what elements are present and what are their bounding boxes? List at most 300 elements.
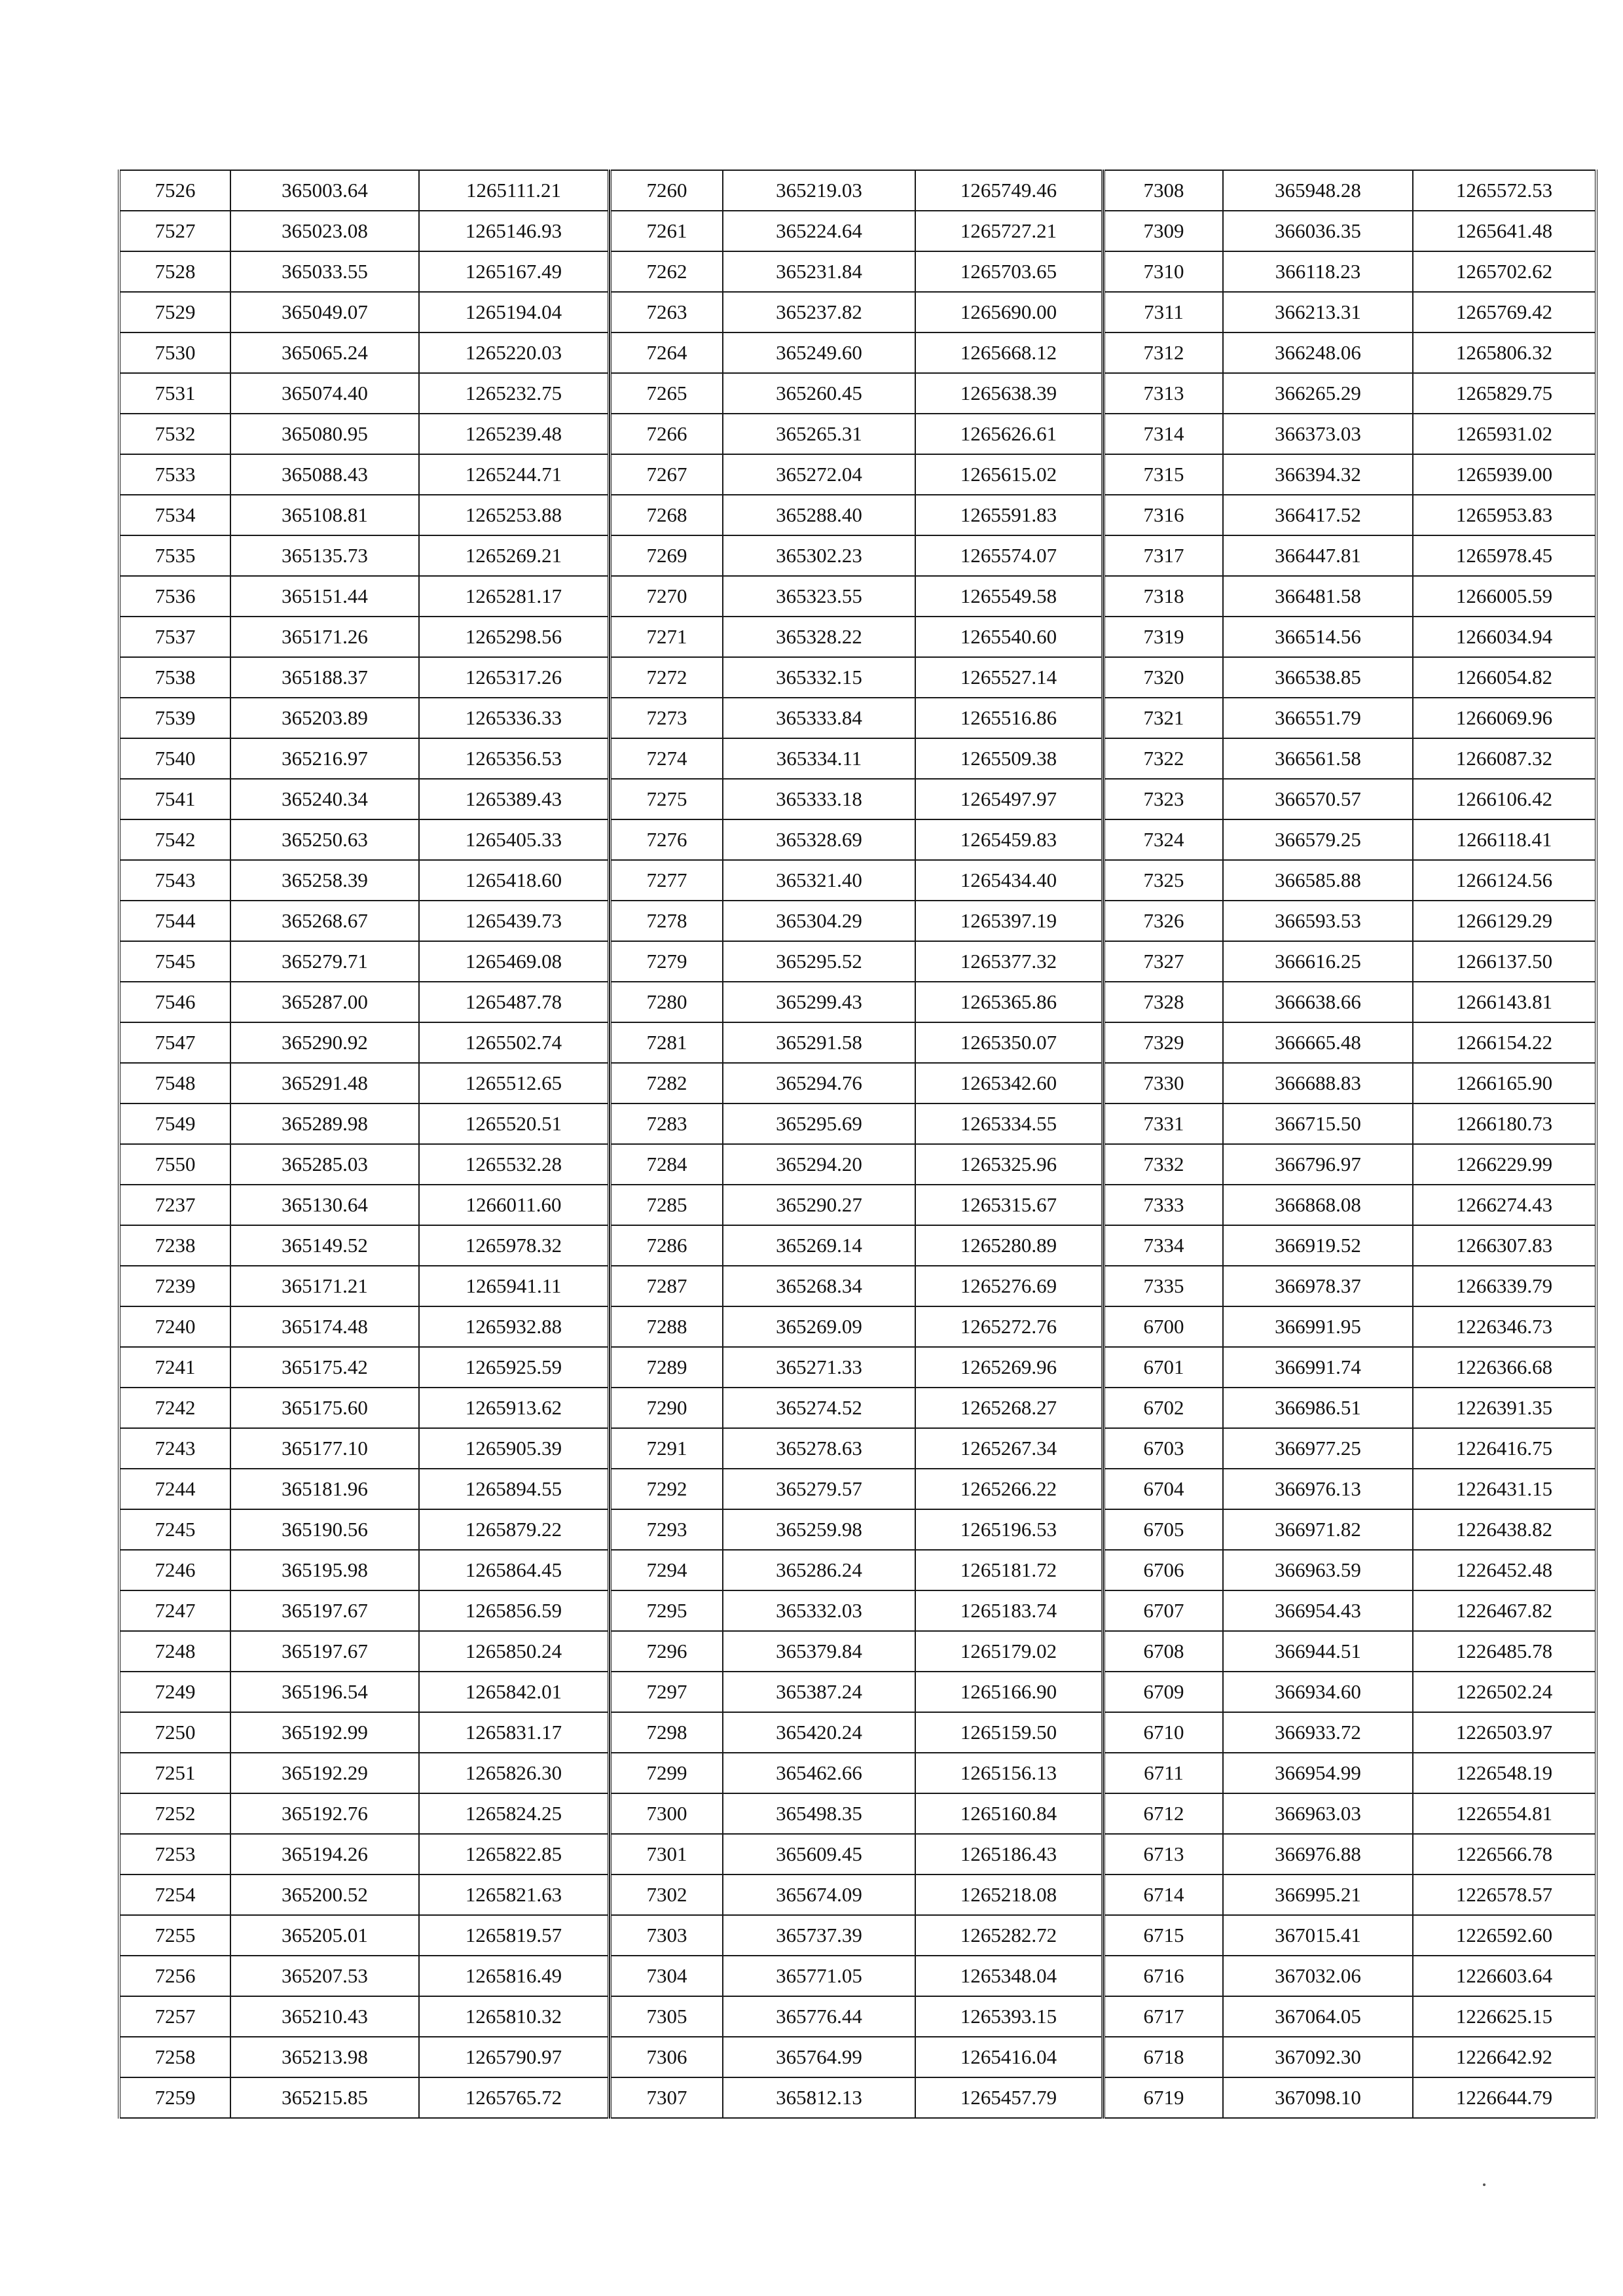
y-coordinate-cell: 1265527.14: [915, 657, 1103, 698]
x-coordinate-cell: 365302.23: [723, 535, 915, 576]
table-row: [1104, 1306, 1596, 1347]
point-id-cell: 7530: [119, 332, 230, 373]
x-coordinate-cell: 365332.03: [723, 1590, 915, 1631]
table-row: [1104, 1672, 1596, 1712]
y-coordinate-cell: 1265497.97: [915, 779, 1103, 819]
point-id-cell: 7305: [610, 1996, 723, 2037]
x-coordinate-cell: 365379.84: [723, 1631, 915, 1672]
y-coordinate-cell: 1226503.97: [1413, 1712, 1596, 1753]
x-coordinate-cell: 365250.63: [230, 819, 419, 860]
point-id-cell: 7268: [610, 495, 723, 535]
x-coordinate-cell: 366538.85: [1223, 657, 1413, 698]
x-coordinate-cell: 366963.03: [1223, 1793, 1413, 1834]
x-coordinate-cell: 365323.55: [723, 576, 915, 617]
table-row: [1104, 901, 1596, 941]
point-id-cell: 7526: [119, 170, 230, 211]
table-row: [610, 819, 1103, 860]
table-row: [1104, 657, 1596, 698]
y-coordinate-cell: 1265574.07: [915, 535, 1103, 576]
y-coordinate-cell: 1265690.00: [915, 292, 1103, 332]
x-coordinate-cell: 365196.54: [230, 1672, 419, 1712]
point-id-cell: 7240: [119, 1306, 230, 1347]
point-id-cell: 7241: [119, 1347, 230, 1388]
x-coordinate-cell: 365674.09: [723, 1874, 915, 1915]
table-row: [610, 1266, 1103, 1306]
point-id-cell: 7247: [119, 1590, 230, 1631]
y-coordinate-cell: 1265434.40: [915, 860, 1103, 901]
table-row: [1104, 332, 1596, 373]
table-row: [1104, 1428, 1596, 1469]
y-coordinate-cell: 1266069.96: [1413, 698, 1596, 738]
point-id-cell: 7312: [1104, 332, 1223, 373]
x-coordinate-cell: 366933.72: [1223, 1712, 1413, 1753]
table-row: [119, 2037, 609, 2077]
x-coordinate-cell: 365207.53: [230, 1956, 419, 1996]
x-coordinate-cell: 365192.29: [230, 1753, 419, 1793]
y-coordinate-cell: 1265931.02: [1413, 414, 1596, 454]
point-id-cell: 6700: [1104, 1306, 1223, 1347]
x-coordinate-cell: 366986.51: [1223, 1388, 1413, 1428]
table-row: [1104, 1631, 1596, 1672]
point-id-cell: 7315: [1104, 454, 1223, 495]
point-id-cell: 7267: [610, 454, 723, 495]
x-coordinate-cell: 365197.67: [230, 1631, 419, 1672]
table-row: [1104, 1590, 1596, 1631]
x-coordinate-cell: 365279.71: [230, 941, 419, 982]
point-id-cell: 7316: [1104, 495, 1223, 535]
table-row: [610, 1550, 1103, 1590]
table-row: [119, 1874, 609, 1915]
x-coordinate-cell: 366394.32: [1223, 454, 1413, 495]
x-coordinate-cell: 366481.58: [1223, 576, 1413, 617]
y-coordinate-cell: 1265842.01: [419, 1672, 609, 1712]
point-id-cell: 7294: [610, 1550, 723, 1590]
y-coordinate-cell: 1265457.79: [915, 2077, 1103, 2118]
point-id-cell: 7238: [119, 1225, 230, 1266]
y-coordinate-cell: 1265365.86: [915, 982, 1103, 1022]
table-row: [610, 1793, 1103, 1834]
x-coordinate-cell: 367092.30: [1223, 2037, 1413, 2077]
y-coordinate-cell: 1265244.71: [419, 454, 609, 495]
x-coordinate-cell: 365321.40: [723, 860, 915, 901]
y-coordinate-cell: 1265111.21: [419, 170, 609, 211]
x-coordinate-cell: 366593.53: [1223, 901, 1413, 941]
point-id-cell: 7273: [610, 698, 723, 738]
point-id-cell: 7302: [610, 1874, 723, 1915]
y-coordinate-cell: 1265540.60: [915, 617, 1103, 657]
table-row: [119, 779, 609, 819]
table-row: [610, 1834, 1103, 1874]
y-coordinate-cell: 1265268.27: [915, 1388, 1103, 1428]
y-coordinate-cell: 1265439.73: [419, 901, 609, 941]
point-id-cell: 7244: [119, 1469, 230, 1509]
table-row: [1104, 535, 1596, 576]
table-row: [610, 170, 1103, 211]
x-coordinate-cell: 367015.41: [1223, 1915, 1413, 1956]
point-id-cell: 6716: [1104, 1956, 1223, 1996]
table-row: [119, 211, 609, 251]
point-id-cell: 7288: [610, 1306, 723, 1347]
table-row: [119, 1388, 609, 1428]
table-row: [1104, 1103, 1596, 1144]
y-coordinate-cell: 1265626.61: [915, 414, 1103, 454]
point-id-cell: 7330: [1104, 1063, 1223, 1103]
y-coordinate-cell: 1226346.73: [1413, 1306, 1596, 1347]
x-coordinate-cell: 365334.11: [723, 738, 915, 779]
y-coordinate-cell: 1226642.92: [1413, 2037, 1596, 2077]
y-coordinate-cell: 1265668.12: [915, 332, 1103, 373]
y-coordinate-cell: 1265509.38: [915, 738, 1103, 779]
point-id-cell: 6711: [1104, 1753, 1223, 1793]
table-row: [119, 373, 609, 414]
x-coordinate-cell: 365288.40: [723, 495, 915, 535]
table-row: [119, 2077, 609, 2118]
table-row: [610, 901, 1103, 941]
table-row: [1104, 211, 1596, 251]
point-id-cell: 7300: [610, 1793, 723, 1834]
y-coordinate-cell: 1226431.15: [1413, 1469, 1596, 1509]
table-row: [610, 1672, 1103, 1712]
y-coordinate-cell: 1226578.57: [1413, 1874, 1596, 1915]
point-id-cell: 7251: [119, 1753, 230, 1793]
table-row: [1104, 941, 1596, 982]
table-row: [119, 1022, 609, 1063]
table-row: [119, 170, 609, 211]
x-coordinate-cell: 366991.74: [1223, 1347, 1413, 1388]
y-coordinate-cell: 1265469.08: [419, 941, 609, 982]
y-coordinate-cell: 1265810.32: [419, 1996, 609, 2037]
table-row: [119, 1428, 609, 1469]
x-coordinate-cell: 366570.57: [1223, 779, 1413, 819]
point-id-cell: 7265: [610, 373, 723, 414]
table-row: [610, 211, 1103, 251]
y-coordinate-cell: 1266005.59: [1413, 576, 1596, 617]
x-coordinate-cell: 365033.55: [230, 251, 419, 292]
x-coordinate-cell: 365171.26: [230, 617, 419, 657]
x-coordinate-cell: 366213.31: [1223, 292, 1413, 332]
x-coordinate-cell: 365269.14: [723, 1225, 915, 1266]
x-coordinate-cell: 365328.69: [723, 819, 915, 860]
table-row: [1104, 738, 1596, 779]
table-row: [119, 1793, 609, 1834]
x-coordinate-cell: 365295.52: [723, 941, 915, 982]
table-row: [610, 332, 1103, 373]
x-coordinate-cell: 365259.98: [723, 1509, 915, 1550]
table-row: [119, 292, 609, 332]
table-row: [610, 860, 1103, 901]
y-coordinate-cell: 1266124.56: [1413, 860, 1596, 901]
table-row: [119, 1306, 609, 1347]
point-id-cell: 7246: [119, 1550, 230, 1590]
y-coordinate-cell: 1265356.53: [419, 738, 609, 779]
table-row: [1104, 170, 1596, 211]
table-row: [1104, 819, 1596, 860]
x-coordinate-cell: 365271.33: [723, 1347, 915, 1388]
point-id-cell: 7253: [119, 1834, 230, 1874]
x-coordinate-cell: 366447.81: [1223, 535, 1413, 576]
point-id-cell: 7331: [1104, 1103, 1223, 1144]
x-coordinate-cell: 365080.95: [230, 414, 419, 454]
table-row: [119, 617, 609, 657]
y-coordinate-cell: 1265317.26: [419, 657, 609, 698]
y-coordinate-cell: 1266137.50: [1413, 941, 1596, 982]
x-coordinate-cell: 365023.08: [230, 211, 419, 251]
y-coordinate-cell: 1265749.46: [915, 170, 1103, 211]
point-id-cell: 7262: [610, 251, 723, 292]
table-row: [610, 657, 1103, 698]
x-coordinate-cell: 365948.28: [1223, 170, 1413, 211]
table-row: [119, 1225, 609, 1266]
y-coordinate-cell: 1265267.34: [915, 1428, 1103, 1469]
y-coordinate-cell: 1265146.93: [419, 211, 609, 251]
table-row: [1104, 454, 1596, 495]
table-row: [610, 1996, 1103, 2037]
table-row: [119, 495, 609, 535]
x-coordinate-cell: 365287.00: [230, 982, 419, 1022]
x-coordinate-cell: 365294.76: [723, 1063, 915, 1103]
y-coordinate-cell: 1265232.75: [419, 373, 609, 414]
x-coordinate-cell: 365771.05: [723, 1956, 915, 1996]
point-id-cell: 6709: [1104, 1672, 1223, 1712]
y-coordinate-cell: 1265939.00: [1413, 454, 1596, 495]
point-id-cell: 7293: [610, 1509, 723, 1550]
table-row: [1104, 373, 1596, 414]
table-row: [1104, 292, 1596, 332]
y-coordinate-cell: 1265159.50: [915, 1712, 1103, 1753]
point-id-cell: 7297: [610, 1672, 723, 1712]
x-coordinate-cell: 365200.52: [230, 1874, 419, 1915]
point-id-cell: 7270: [610, 576, 723, 617]
table-row: [1104, 1225, 1596, 1266]
point-id-cell: 7249: [119, 1672, 230, 1712]
x-coordinate-cell: 366991.95: [1223, 1306, 1413, 1347]
x-coordinate-cell: 366638.66: [1223, 982, 1413, 1022]
point-id-cell: 7325: [1104, 860, 1223, 901]
table-row: [1104, 1185, 1596, 1225]
y-coordinate-cell: 1265487.78: [419, 982, 609, 1022]
y-coordinate-cell: 1265822.85: [419, 1834, 609, 1874]
table-row: [610, 779, 1103, 819]
x-coordinate-cell: 366616.25: [1223, 941, 1413, 982]
x-coordinate-cell: 366265.29: [1223, 373, 1413, 414]
x-coordinate-cell: 366585.88: [1223, 860, 1413, 901]
y-coordinate-cell: 1226644.79: [1413, 2077, 1596, 2118]
y-coordinate-cell: 1265281.17: [419, 576, 609, 617]
x-coordinate-cell: 365205.01: [230, 1915, 419, 1956]
point-id-cell: 7296: [610, 1631, 723, 1672]
y-coordinate-cell: 1265790.97: [419, 2037, 609, 2077]
x-coordinate-cell: 365188.37: [230, 657, 419, 698]
x-coordinate-cell: 365215.85: [230, 2077, 419, 2118]
table-row: [1104, 251, 1596, 292]
point-id-cell: 7549: [119, 1103, 230, 1144]
table-row: [1104, 698, 1596, 738]
table-row: [119, 1103, 609, 1144]
table-row: [119, 1509, 609, 1550]
x-coordinate-cell: 365192.99: [230, 1712, 419, 1753]
y-coordinate-cell: 1265826.30: [419, 1753, 609, 1793]
coordinate-table-right: [1103, 170, 1597, 2119]
point-id-cell: 7547: [119, 1022, 230, 1063]
y-coordinate-cell: 1266180.73: [1413, 1103, 1596, 1144]
table-row: [119, 1063, 609, 1103]
point-id-cell: 7543: [119, 860, 230, 901]
x-coordinate-cell: 365195.98: [230, 1550, 419, 1590]
y-coordinate-cell: 1265641.48: [1413, 211, 1596, 251]
y-coordinate-cell: 1265905.39: [419, 1428, 609, 1469]
x-coordinate-cell: 365174.48: [230, 1306, 419, 1347]
x-coordinate-cell: 365249.60: [723, 332, 915, 373]
x-coordinate-cell: 366665.48: [1223, 1022, 1413, 1063]
scan-speck: [1483, 2183, 1486, 2186]
x-coordinate-cell: 366976.13: [1223, 1469, 1413, 1509]
x-coordinate-cell: 365216.97: [230, 738, 419, 779]
x-coordinate-cell: 365151.44: [230, 576, 419, 617]
point-id-cell: 7318: [1104, 576, 1223, 617]
table-row: [1104, 1266, 1596, 1306]
table-row: [1104, 1956, 1596, 1996]
table-row: [1104, 1388, 1596, 1428]
y-coordinate-cell: 1226625.15: [1413, 1996, 1596, 2037]
table-row: [119, 414, 609, 454]
y-coordinate-cell: 1265516.86: [915, 698, 1103, 738]
y-coordinate-cell: 1266274.43: [1413, 1185, 1596, 1225]
y-coordinate-cell: 1265253.88: [419, 495, 609, 535]
point-id-cell: 7269: [610, 535, 723, 576]
table-row: [610, 1225, 1103, 1266]
x-coordinate-cell: 366715.50: [1223, 1103, 1413, 1144]
table-row: [610, 1469, 1103, 1509]
y-coordinate-cell: 1266339.79: [1413, 1266, 1596, 1306]
table-row: [119, 576, 609, 617]
x-coordinate-cell: 365088.43: [230, 454, 419, 495]
y-coordinate-cell: 1265913.62: [419, 1388, 609, 1428]
table-row: [119, 1753, 609, 1793]
point-id-cell: 7279: [610, 941, 723, 982]
table-row: [610, 1915, 1103, 1956]
table-row: [610, 495, 1103, 535]
coordinate-table-left: [118, 170, 610, 2119]
y-coordinate-cell: 1265336.33: [419, 698, 609, 738]
point-id-cell: 7287: [610, 1266, 723, 1306]
point-id-cell: 7536: [119, 576, 230, 617]
point-id-cell: 7304: [610, 1956, 723, 1996]
point-id-cell: 6712: [1104, 1793, 1223, 1834]
point-id-cell: 7313: [1104, 373, 1223, 414]
x-coordinate-cell: 365279.57: [723, 1469, 915, 1509]
table-row: [1104, 1469, 1596, 1509]
x-coordinate-cell: 366971.82: [1223, 1509, 1413, 1550]
table-row: [610, 617, 1103, 657]
point-id-cell: 7332: [1104, 1144, 1223, 1185]
x-coordinate-cell: 366417.52: [1223, 495, 1413, 535]
point-id-cell: 7301: [610, 1834, 723, 1874]
point-id-cell: 7275: [610, 779, 723, 819]
y-coordinate-cell: 1266143.81: [1413, 982, 1596, 1022]
table-row: [119, 860, 609, 901]
point-id-cell: 7272: [610, 657, 723, 698]
x-coordinate-cell: 367098.10: [1223, 2077, 1413, 2118]
point-id-cell: 6718: [1104, 2037, 1223, 2077]
table-row: [1104, 1712, 1596, 1753]
y-coordinate-cell: 1265196.53: [915, 1509, 1103, 1550]
point-id-cell: 7284: [610, 1144, 723, 1185]
table-row: [610, 1712, 1103, 1753]
table-row: [119, 1469, 609, 1509]
x-coordinate-cell: 365291.58: [723, 1022, 915, 1063]
point-id-cell: 7242: [119, 1388, 230, 1428]
y-coordinate-cell: 1265765.72: [419, 2077, 609, 2118]
y-coordinate-cell: 1265389.43: [419, 779, 609, 819]
x-coordinate-cell: 365333.18: [723, 779, 915, 819]
y-coordinate-cell: 1265894.55: [419, 1469, 609, 1509]
y-coordinate-cell: 1265615.02: [915, 454, 1103, 495]
point-id-cell: 7311: [1104, 292, 1223, 332]
y-coordinate-cell: 1226566.78: [1413, 1834, 1596, 1874]
point-id-cell: 7258: [119, 2037, 230, 2077]
y-coordinate-cell: 1265280.89: [915, 1225, 1103, 1266]
x-coordinate-cell: 366934.60: [1223, 1672, 1413, 1712]
y-coordinate-cell: 1265418.60: [419, 860, 609, 901]
point-id-cell: 7248: [119, 1631, 230, 1672]
point-id-cell: 7534: [119, 495, 230, 535]
x-coordinate-cell: 365295.69: [723, 1103, 915, 1144]
table-row: [1104, 495, 1596, 535]
x-coordinate-cell: 365274.52: [723, 1388, 915, 1428]
y-coordinate-cell: 1265512.65: [419, 1063, 609, 1103]
table-row: [1104, 1550, 1596, 1590]
table-row: [119, 657, 609, 698]
y-coordinate-cell: 1265298.56: [419, 617, 609, 657]
x-coordinate-cell: 365240.34: [230, 779, 419, 819]
point-id-cell: 7239: [119, 1266, 230, 1306]
x-coordinate-cell: 366118.23: [1223, 251, 1413, 292]
point-id-cell: 7257: [119, 1996, 230, 2037]
x-coordinate-cell: 365498.35: [723, 1793, 915, 1834]
coordinate-table-middle: [609, 170, 1104, 2119]
x-coordinate-cell: 365190.56: [230, 1509, 419, 1550]
point-id-cell: 6715: [1104, 1915, 1223, 1956]
y-coordinate-cell: 1265932.88: [419, 1306, 609, 1347]
y-coordinate-cell: 1265183.74: [915, 1590, 1103, 1631]
point-id-cell: 7282: [610, 1063, 723, 1103]
point-id-cell: 7545: [119, 941, 230, 982]
y-coordinate-cell: 1266154.22: [1413, 1022, 1596, 1063]
table-row: [1104, 2037, 1596, 2077]
point-id-cell: 6706: [1104, 1550, 1223, 1590]
table-row: [1104, 1144, 1596, 1185]
x-coordinate-cell: 365003.64: [230, 170, 419, 211]
table-row: [610, 1590, 1103, 1631]
y-coordinate-cell: 1265864.45: [419, 1550, 609, 1590]
x-coordinate-cell: 365181.96: [230, 1469, 419, 1509]
y-coordinate-cell: 1266129.29: [1413, 901, 1596, 941]
y-coordinate-cell: 1265186.43: [915, 1834, 1103, 1874]
table-row: [1104, 1063, 1596, 1103]
y-coordinate-cell: 1226438.82: [1413, 1509, 1596, 1550]
x-coordinate-cell: 365135.73: [230, 535, 419, 576]
table-row: [119, 1266, 609, 1306]
x-coordinate-cell: 366036.35: [1223, 211, 1413, 251]
table-row: [1104, 1347, 1596, 1388]
x-coordinate-cell: 367032.06: [1223, 1956, 1413, 1996]
point-id-cell: 7243: [119, 1428, 230, 1469]
y-coordinate-cell: 1265282.72: [915, 1915, 1103, 1956]
y-coordinate-cell: 1265925.59: [419, 1347, 609, 1388]
y-coordinate-cell: 1266034.94: [1413, 617, 1596, 657]
x-coordinate-cell: 365149.52: [230, 1225, 419, 1266]
y-coordinate-cell: 1265269.21: [419, 535, 609, 576]
